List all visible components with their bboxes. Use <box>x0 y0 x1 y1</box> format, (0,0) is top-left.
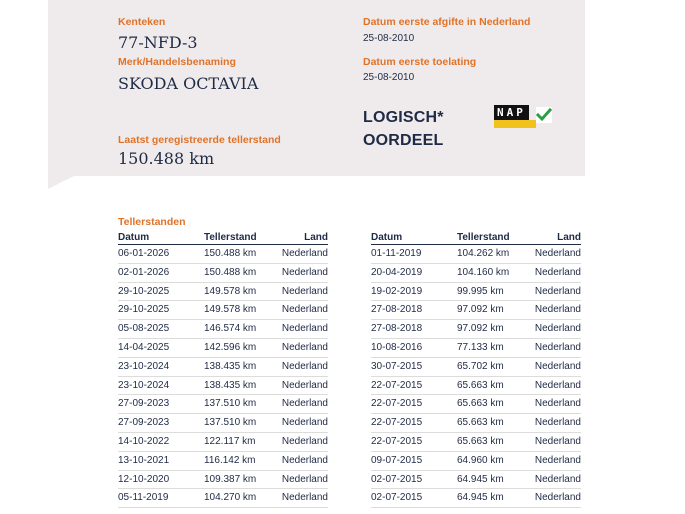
table-row <box>371 283 581 302</box>
cell-tellerstand: 149.578 km <box>204 285 257 297</box>
cell-datum: 27-08-2018 <box>371 323 423 335</box>
cell-datum: 13-10-2021 <box>118 454 170 466</box>
cell-tellerstand: 65.702 km <box>457 360 504 372</box>
cell-tellerstand: 65.663 km <box>457 398 504 410</box>
cell-land: Nederland <box>281 379 328 391</box>
table-row <box>371 264 581 283</box>
table-row <box>118 452 328 471</box>
cell-datum: 05-08-2025 <box>118 323 170 335</box>
cell-tellerstand: 99.995 km <box>457 285 504 297</box>
table-row <box>118 471 328 490</box>
cell-land: Nederland <box>281 285 328 297</box>
table-row <box>118 339 328 358</box>
header-tellerstand: Tellerstand <box>457 232 510 243</box>
cell-datum: 12-10-2020 <box>118 473 170 485</box>
cell-land: Nederland <box>534 304 581 316</box>
cell-land: Nederland <box>534 435 581 447</box>
table-row <box>371 489 581 508</box>
cell-land: Nederland <box>281 248 328 259</box>
toelating-value: 25-08-2010 <box>363 72 415 83</box>
cell-datum: 23-10-2024 <box>118 360 170 372</box>
cell-tellerstand: 109.387 km <box>204 473 257 485</box>
table-row <box>118 433 328 452</box>
cell-tellerstand: 65.663 km <box>457 435 504 447</box>
cell-land: Nederland <box>281 417 328 429</box>
cell-land: Nederland <box>281 266 328 278</box>
cell-tellerstand: 138.435 km <box>204 379 257 391</box>
header-land: Land <box>304 232 328 243</box>
header-datum: Datum <box>118 232 150 243</box>
cell-datum: 09-07-2015 <box>371 454 423 466</box>
cell-datum: 01-11-2019 <box>371 248 422 259</box>
cell-land: Nederland <box>534 473 581 485</box>
cell-land: Nederland <box>281 473 328 485</box>
table-row <box>371 414 581 433</box>
cell-datum: 14-10-2022 <box>118 435 170 447</box>
cell-datum: 06-01-2026 <box>118 248 170 259</box>
cell-land: Nederland <box>534 417 581 429</box>
cell-land: Nederland <box>534 266 581 278</box>
cell-datum: 29-10-2025 <box>118 304 170 316</box>
nap-logo-bar <box>494 120 536 128</box>
cell-land: Nederland <box>534 285 581 297</box>
cell-tellerstand: 64.960 km <box>457 454 504 466</box>
table-row <box>118 301 328 320</box>
table-row <box>118 283 328 302</box>
cell-land: Nederland <box>281 398 328 410</box>
table-row <box>118 358 328 377</box>
teller-value: 150.488 km <box>118 149 215 168</box>
cell-tellerstand: 97.092 km <box>457 323 504 335</box>
card-notch <box>48 176 74 189</box>
tellerstanden-table-left <box>118 232 328 508</box>
cell-tellerstand: 104.262 km <box>457 248 510 259</box>
cell-land: Nederland <box>534 323 581 335</box>
cell-tellerstand: 65.663 km <box>457 417 504 429</box>
cell-datum: 10-08-2016 <box>371 341 423 353</box>
cell-tellerstand: 97.092 km <box>457 304 504 316</box>
table-row <box>118 264 328 283</box>
cell-tellerstand: 150.488 km <box>204 248 257 259</box>
afgifte-label: Datum eerste afgifte in Nederland <box>363 16 531 28</box>
cell-datum: 02-07-2015 <box>371 492 423 504</box>
table-row <box>371 245 581 264</box>
cell-tellerstand: 137.510 km <box>204 417 257 429</box>
cell-datum: 02-01-2026 <box>118 266 170 278</box>
table-row <box>118 245 328 264</box>
cell-datum: 27-09-2023 <box>118 398 170 410</box>
cell-tellerstand: 142.596 km <box>204 341 257 353</box>
cell-tellerstand: 137.510 km <box>204 398 257 410</box>
cell-datum: 02-07-2015 <box>371 473 423 485</box>
cell-datum: 22-07-2015 <box>371 379 423 391</box>
table-row <box>118 320 328 339</box>
cell-tellerstand: 116.142 km <box>204 454 256 466</box>
table-row <box>371 301 581 320</box>
header-datum: Datum <box>371 232 403 243</box>
table-row <box>118 489 328 508</box>
cell-land: Nederland <box>281 492 328 504</box>
table-row <box>371 339 581 358</box>
cell-land: Nederland <box>534 398 581 410</box>
table-row <box>371 433 581 452</box>
cell-land: Nederland <box>534 360 581 372</box>
table-header <box>371 232 581 245</box>
toelating-label: Datum eerste toelating <box>363 56 477 68</box>
table-row <box>118 414 328 433</box>
table-row <box>371 320 581 339</box>
kenteken-value: 77-NFD-3 <box>118 33 198 52</box>
cell-land: Nederland <box>281 304 328 316</box>
header-tellerstand: Tellerstand <box>204 232 257 243</box>
merk-label: Merk/Handelsbenaming <box>118 56 236 68</box>
cell-tellerstand: 77.133 km <box>457 341 504 353</box>
cell-datum: 22-07-2015 <box>371 435 423 447</box>
cell-tellerstand: 64.945 km <box>457 473 504 485</box>
cell-land: Nederland <box>534 248 581 259</box>
table-header <box>118 232 328 245</box>
cell-datum: 27-08-2018 <box>371 304 423 316</box>
cell-land: Nederland <box>281 454 328 466</box>
table-row <box>371 452 581 471</box>
cell-tellerstand: 122.117 km <box>204 435 256 447</box>
table-row <box>118 395 328 414</box>
nap-logo <box>494 105 554 128</box>
cell-tellerstand: 150.488 km <box>204 266 257 278</box>
nap-logo-text: NAP <box>494 105 529 120</box>
cell-land: Nederland <box>534 341 581 353</box>
oordeel-line1: LOGISCH* <box>363 109 444 126</box>
cell-tellerstand: 65.663 km <box>457 379 504 391</box>
cell-datum: 23-10-2024 <box>118 379 170 391</box>
cell-land: Nederland <box>534 454 581 466</box>
cell-land: Nederland <box>534 379 581 391</box>
cell-land: Nederland <box>281 323 328 335</box>
table-row <box>118 377 328 396</box>
afgifte-value: 25-08-2010 <box>363 33 415 44</box>
cell-tellerstand: 146.574 km <box>204 323 257 335</box>
teller-label: Laatst geregistreerde tellerstand <box>118 134 281 146</box>
oordeel-verdict <box>363 106 444 152</box>
cell-tellerstand: 64.945 km <box>457 492 504 504</box>
tellerstanden-title: Tellerstanden <box>118 216 186 228</box>
cell-datum: 22-07-2015 <box>371 398 423 410</box>
cell-datum: 29-10-2025 <box>118 285 170 297</box>
cell-land: Nederland <box>281 435 328 447</box>
cell-tellerstand: 104.270 km <box>204 492 257 504</box>
table-row <box>371 358 581 377</box>
cell-datum: 05-11-2019 <box>118 492 169 504</box>
cell-land: Nederland <box>534 492 581 504</box>
cell-datum: 14-04-2025 <box>118 341 170 353</box>
table-row <box>371 377 581 396</box>
cell-datum: 19-02-2019 <box>371 285 423 297</box>
oordeel-line2: OORDEEL <box>363 132 444 149</box>
cell-datum: 22-07-2015 <box>371 417 423 429</box>
cell-tellerstand: 104.160 km <box>457 266 510 278</box>
header-land: Land <box>557 232 581 243</box>
checkmark-icon <box>536 107 552 123</box>
cell-datum: 27-09-2023 <box>118 417 170 429</box>
tellerstanden-table-right <box>371 232 581 508</box>
cell-land: Nederland <box>281 360 328 372</box>
kenteken-label: Kenteken <box>118 16 166 28</box>
cell-tellerstand: 149.578 km <box>204 304 257 316</box>
table-row <box>371 471 581 490</box>
cell-tellerstand: 138.435 km <box>204 360 257 372</box>
cell-land: Nederland <box>281 341 328 353</box>
table-row <box>371 395 581 414</box>
cell-datum: 20-04-2019 <box>371 266 423 278</box>
cell-datum: 30-07-2015 <box>371 360 423 372</box>
merk-value: SKODA OCTAVIA <box>118 74 259 93</box>
